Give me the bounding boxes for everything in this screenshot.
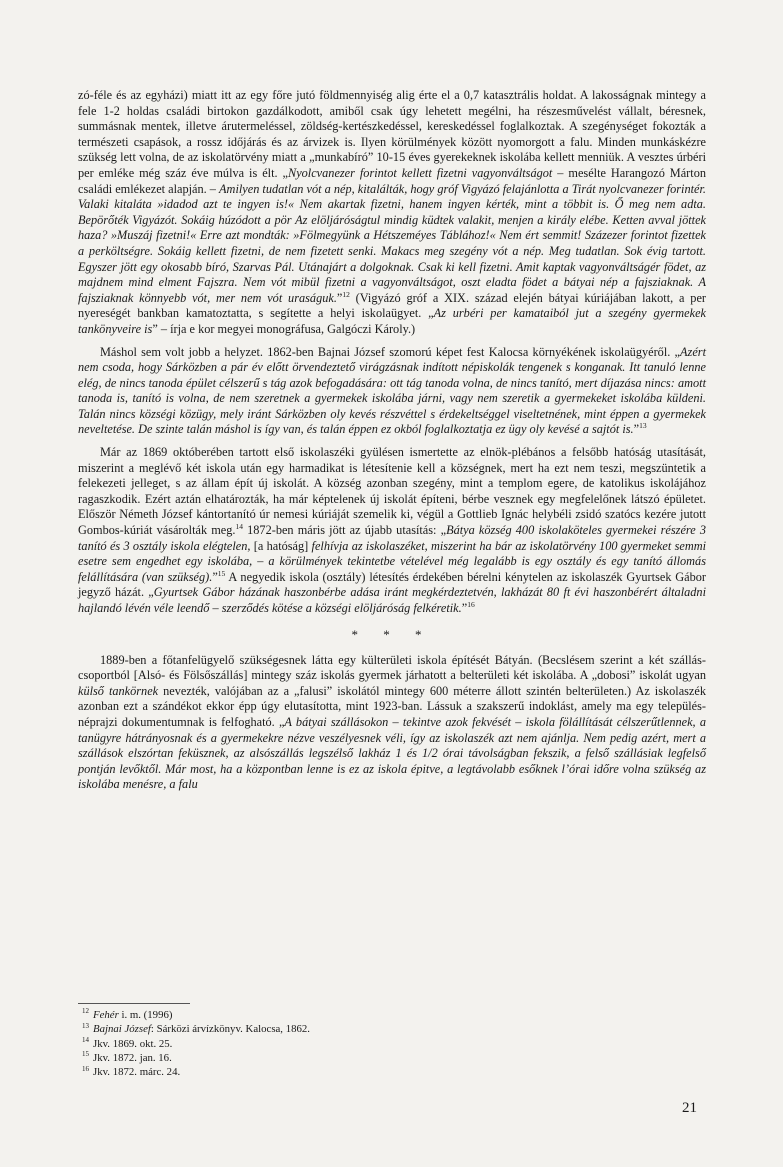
page-body [78, 88, 706, 793]
paragraph-gap [78, 338, 706, 345]
footnote-text: i. m. (1996) [118, 1009, 173, 1021]
footnote-ref: 15 [217, 568, 226, 578]
footnote-number: 15 [82, 1050, 89, 1059]
text-run: külső tankörnek [78, 683, 159, 698]
footnote [82, 1008, 482, 1022]
text-run: Nyolcvanezer forintot kellett fizetni vagyonváltságot [288, 165, 553, 180]
text-run: Gyurtsek Gábor házának haszonbérbe adása iránt megkérdeztetvén, lakházát 80 ft évi haszonbérért általadni hajlandó lévén véle leendő – szerződés kötése a községi elöljáróság felkéretik. [78, 585, 706, 615]
text-run: ” [336, 290, 343, 305]
footnote [82, 1022, 482, 1036]
text-run: nevezték, valójában az a „falusi” iskolától mintegy 600 méterre állott szintén belterületen.) Az iskolaszék azonban ezt a szándékot ekkor épp úgy elutasította, mint 1923-ban. Lássuk a szakszerű indoklást, amely ma egy település-néprajzi dokumentumnak is felfogható. „ [78, 683, 707, 729]
text-run: ” – írja e kor megyei monográfusa, Galgóczi Károly.) [152, 321, 416, 336]
footnote-ref: 13 [639, 421, 647, 431]
footnote-text: : Sárközi árvízkönyv. Kalocsa, 1862. [150, 1023, 311, 1036]
text-run: Már az 1869 októberében tartott első iskolaszéki gyülésen ismertette az elnök-plébános a felsőbb hatóság utasítását, miszerint a meglévő két iskola után egy harmadikat is létesítenie kell a községnek, mert ha ezt nem teszi, megszüntetik a felekezeti jelleget, s az állam épít új iskolát. A község azonban szegény, mint a templom egere, de katolikus iskolájához ragaszkodik. Ezért aztán elhatározták, ha már képtelenek új iskolát építeni, bérbe vesznek egy megfelelőnek látszó épületet. Először Németh József kántortanító úr nemesi kúriáját szemelik ki, végül a Gottlieb Ignác helybéli zsidó szatócs kezére jutott Gombos-kúriát vásárolták meg. [78, 445, 706, 538]
text-run: Amilyen tudatlan vót a nép, kitalálták, hogy gróf Vigyázó felajánlotta a Tirát nyolcvanezer forintér. Valaki kitaláta »idadod azt te ingyen is!« Nem akartak fizetni, hanem ingyen kérték, mint a többit is. Ő meg nem adta. Bepörőték Vigyázót. Sokáig húzódott a pör Az elöljáróságtul mindig küdtek valakit, menjen a király elébe. Ketten avval jöttek haza? »Muszáj fizetni!« Erre azt mondták: »Fölmegyünk a Hétszeméyes Táblához!« Nem ért semmit! Százezer forintot fizettek a perköltségre. Sokáig kellett fizetni, de nem fizetett senki. Makacs meg szegény vót a nép. Meg tudatlan. Sok évig tartott. Egyszer jött egy okosabb bíró, Szarvas Pál. Utánajárt a dolgoknak. Csak ki kell fizetni. Amit kaptak vagyonváltságér födet, az majdnem mind elment Fajszra. Nem vót mibül fizetni a vagyonváltságot, oszt eladta födet a bátyai nép a fajsziaknak. A fajsziaknak könnyebb vót, mer nem vót uraságuk. [78, 181, 706, 305]
text-run: 1889-ben a főtanfelügyelő szükségesnek látta egy külterületi iskola építését Bátyán. (Becslésem szerint a két szállás-csoportból [Alsó- és Fölsőszállás] mintegy száz iskolás gyermek járhatott a belterületi két iskolába. A „dobosi” iskolát ugyan [78, 652, 706, 683]
footnote-text: Bajnai József [93, 1023, 151, 1036]
text-run: ” [212, 569, 218, 584]
text-run: – mesélte Harangozó Márton családi emlékezet alapján. – [78, 165, 706, 196]
text-run: A negyedik iskola (osztály) létesítés érdekében bérelni kénytelen az iskolaszék Gyurtsek Gábor jegyző házát. „ [78, 569, 707, 600]
footnote [82, 1065, 482, 1079]
footnote-text: Fehér [93, 1009, 119, 1021]
paragraph [78, 445, 706, 617]
footnote-text: Jkv. 1869. okt. 25. [93, 1037, 173, 1050]
text-run: Azért nem csoda, hogy Sárközben a pár év előtt örvendeztető virágzásnak indított népiskolák tengenek s konganak. Itt tanuló lenne elég, de nincs tanoda épület célszerű s tág azok befogadására: ott tág tanoda volna, de nincs tanító, mert díjazása nincs: amott tanoda is, tanító is volna, de nem szeretnek a gyermekek iskolába járni, vagy nem szeretik a gyermekeket iskolába küldeni. Talán nincs községi közügy, mely iránt Sárközben oly kevés részvéttel s érdekeltséggel viseltetnének, mint éppen a gyermekek neveltetése. De szinte talán máshol is így van, és talán éppen ez okból foglalkoztatja ez ügy oly kevésé a sajtót is. [78, 344, 706, 437]
footnote-ref: 14 [235, 521, 243, 531]
paragraph [78, 345, 706, 439]
footnote-number: 13 [82, 1021, 89, 1030]
text-run: felhívja az iskolaszéket, miszerint ha bár az iskolatörvény 100 gyermeket semmi esetre sem engedhet egy iskolába, – a körülmények tekintetbe vételével még legalább is egy osztály és egy tanító állomás felállítására (van szükség). [78, 538, 707, 584]
paragraph [78, 653, 706, 793]
text-run: Máshol sem volt jobb a helyzet. 1862-ben Bajnai József szomorú képet fest Kalocsa környékének iskolaügyéről. „ [100, 344, 681, 359]
text-run: (Vigyázó gróf a XIX. század elején bátyai kúriájában lakott, a per nyereségét bankban kamatoztatta, s segítette a helyi iskolaügyet. „ [78, 290, 706, 321]
text-run: ” [633, 422, 640, 437]
footnote-text: Jkv. 1872. márc. 24. [93, 1066, 181, 1079]
paragraph [78, 88, 706, 338]
footnote-number: 14 [82, 1036, 89, 1044]
footnote-text: Jkv. 1872. jan. 16. [93, 1051, 172, 1064]
footnote-number: 12 [82, 1007, 89, 1016]
text-run: Az urbéri per kamataiból jut a szegény gyermekek tankönyveire is [78, 306, 707, 336]
footnote [82, 1037, 482, 1051]
main-text [78, 88, 706, 617]
text-run: zó-féle és az egyházi) miatt itt az egy főre jutó földmennyiség alig érte el a 0,7 katasztrális holdat. A lakosságnak mintegy a fele 1-2 holdas családi birtokon gazdálkodott, amiből csak úgy lehetett megélni, ha részesművelést vállalt, béresnek, summásnak mentek, illetve árutermeléssel, zöldség-kertészkedéssel, kereskedéssel foglalkoztak. A szegénységet fokozták a természeti csapások, a rossz időjárás és az árvizek is. Ilyen körülmények között nyomorgott a falu. Minden munkáskézre szükség lett volna, de az iskolatörvény miatt a „munkabíró” 10-15 éves gyerekeknek iskolába kellett menniük. A vesztes úrbéri per emléke még száz éve múlva is élt. „ [78, 88, 706, 180]
text-run: [a hatóság] [250, 538, 312, 553]
footnotes [82, 1008, 482, 1079]
section-separator: * * * [351, 626, 433, 642]
footnote-ref: 12 [342, 289, 350, 299]
text-run: Bátya község 400 iskolaköteles gyermekei részére 3 tanító és 3 osztály iskola elégtelen, [78, 523, 706, 553]
page-number: 21 [682, 1100, 697, 1116]
footnote-rule [78, 1003, 190, 1004]
text-run: ” [461, 601, 468, 615]
paragraph-gap [78, 438, 706, 445]
footnote [82, 1051, 482, 1065]
main-text-continued [78, 653, 706, 793]
text-run: 1872-ben máris jött az újabb utasítás: „ [243, 523, 447, 538]
text-run: A bátyai szállásokon – tekintve azok fekvését – iskola fölállítását célszerűtlennek, a tanügyre hátrányosnak és a gyermekekre nézve veszélyesnek véli, így az iskolaszék azt nem ajánlja. Nem pedig azért, mert a szállások elszórtan feküsznek, az alsószállás legszélső lakház 1 és 1/2 órai távolságban fekszik, a felső szállásiak legfelső pontján levőktől. Már most, ha a központban lenne is ez az iskola épitve, a legtávolabb esőknek l’órai időre volna szükség az iskolába menésre, a falu [78, 714, 706, 792]
footnote-ref: 16 [467, 599, 475, 609]
footnote-number: 16 [82, 1064, 89, 1073]
